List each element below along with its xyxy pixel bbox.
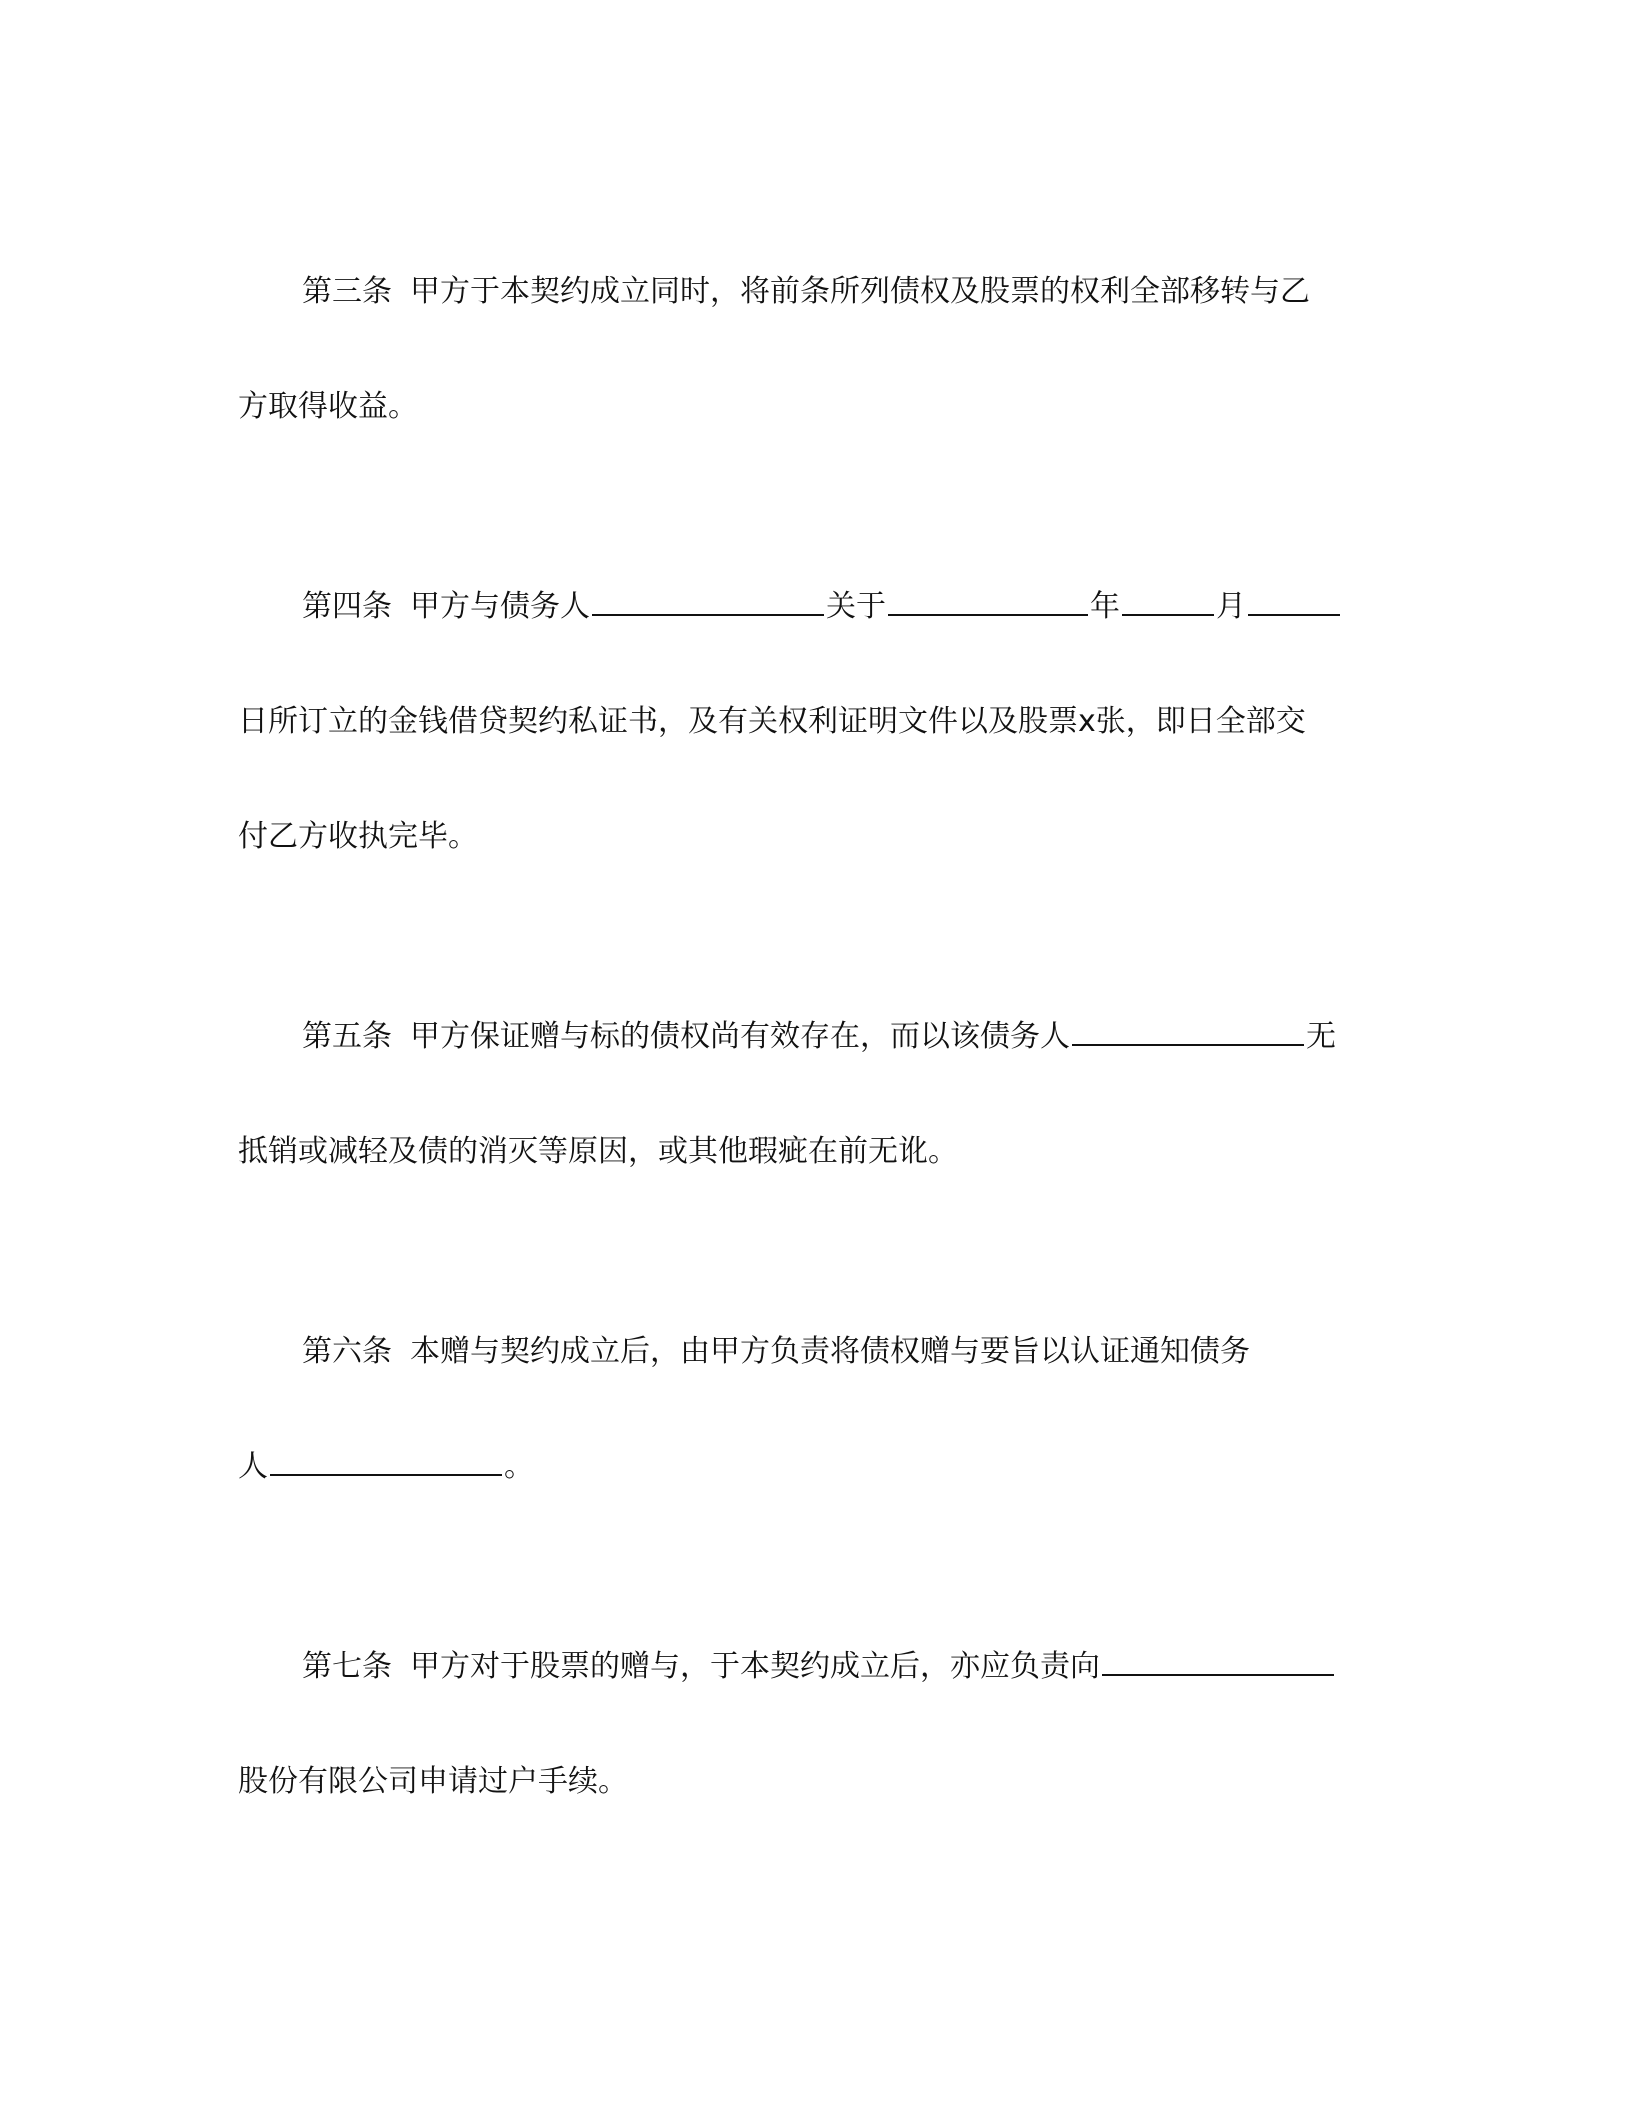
article-6-text-a: 本赠与契约成立后，由甲方负责将债权赠与要旨以认证通知债务 [410, 1334, 1250, 1369]
article-6-number: 第六条 [302, 1334, 392, 1369]
article-7-text-a: 甲方对于股票的赠与，于本契约成立后，亦应负责向 [410, 1649, 1100, 1684]
article-3-line-1 [302, 262, 1632, 322]
article-7-line-1 [302, 1637, 1632, 1697]
debtor-blank-2[interactable] [1072, 1014, 1304, 1046]
article-4-text-b: 关于 [826, 589, 886, 624]
article-6-line-2 [238, 1437, 1632, 1497]
article-7-number: 第七条 [302, 1649, 392, 1684]
article-6-text-b: 人 [238, 1449, 268, 1484]
article-6-line-1 [302, 1322, 1632, 1382]
day-blank[interactable] [1248, 584, 1340, 616]
about-blank[interactable] [888, 584, 1088, 616]
article-4-line-3 [238, 807, 1632, 867]
article-4-number: 第四条 [302, 589, 392, 624]
article-4-text-a: 甲方与债务人 [410, 589, 590, 624]
article-4-text-month: 月 [1216, 589, 1246, 624]
article-4-line-2 [238, 692, 1632, 752]
article-3-number: 第三条 [302, 274, 392, 309]
debtor-name-blank[interactable] [592, 584, 824, 616]
article-4-text-d: 付乙方收执完毕。 [238, 819, 478, 854]
article-3-line-2 [238, 377, 1632, 437]
article-4-text-year: 年 [1090, 589, 1120, 624]
article-5-text-b: 无 [1306, 1019, 1336, 1054]
article-6-text-c: 。 [504, 1449, 534, 1484]
article-5-line-2 [238, 1122, 1632, 1182]
article-3-text-cont: 方取得收益。 [238, 389, 418, 424]
article-5-text-c: 抵销或减轻及债的消灭等原因，或其他瑕疵在前无讹。 [238, 1134, 958, 1169]
article-4-line-1 [302, 577, 1632, 637]
article-7-text-b: 股份有限公司申请过户手续。 [238, 1764, 628, 1799]
article-5-line-1 [302, 1007, 1632, 1067]
debtor-blank-3[interactable] [270, 1444, 502, 1476]
month-blank[interactable] [1122, 584, 1214, 616]
company-name-blank[interactable] [1102, 1644, 1334, 1676]
article-5-text-a: 甲方保证赠与标的债权尚有效存在，而以该债务人 [410, 1019, 1070, 1054]
article-7-line-2 [238, 1752, 1632, 1812]
article-5-number: 第五条 [302, 1019, 392, 1054]
article-4-text-c: 日所订立的金钱借贷契约私证书，及有关权利证明文件以及股票x张，即日全部交 [238, 704, 1306, 739]
article-3-text: 甲方于本契约成立同时，将前条所列债权及股票的权利全部移转与乙 [410, 274, 1310, 309]
